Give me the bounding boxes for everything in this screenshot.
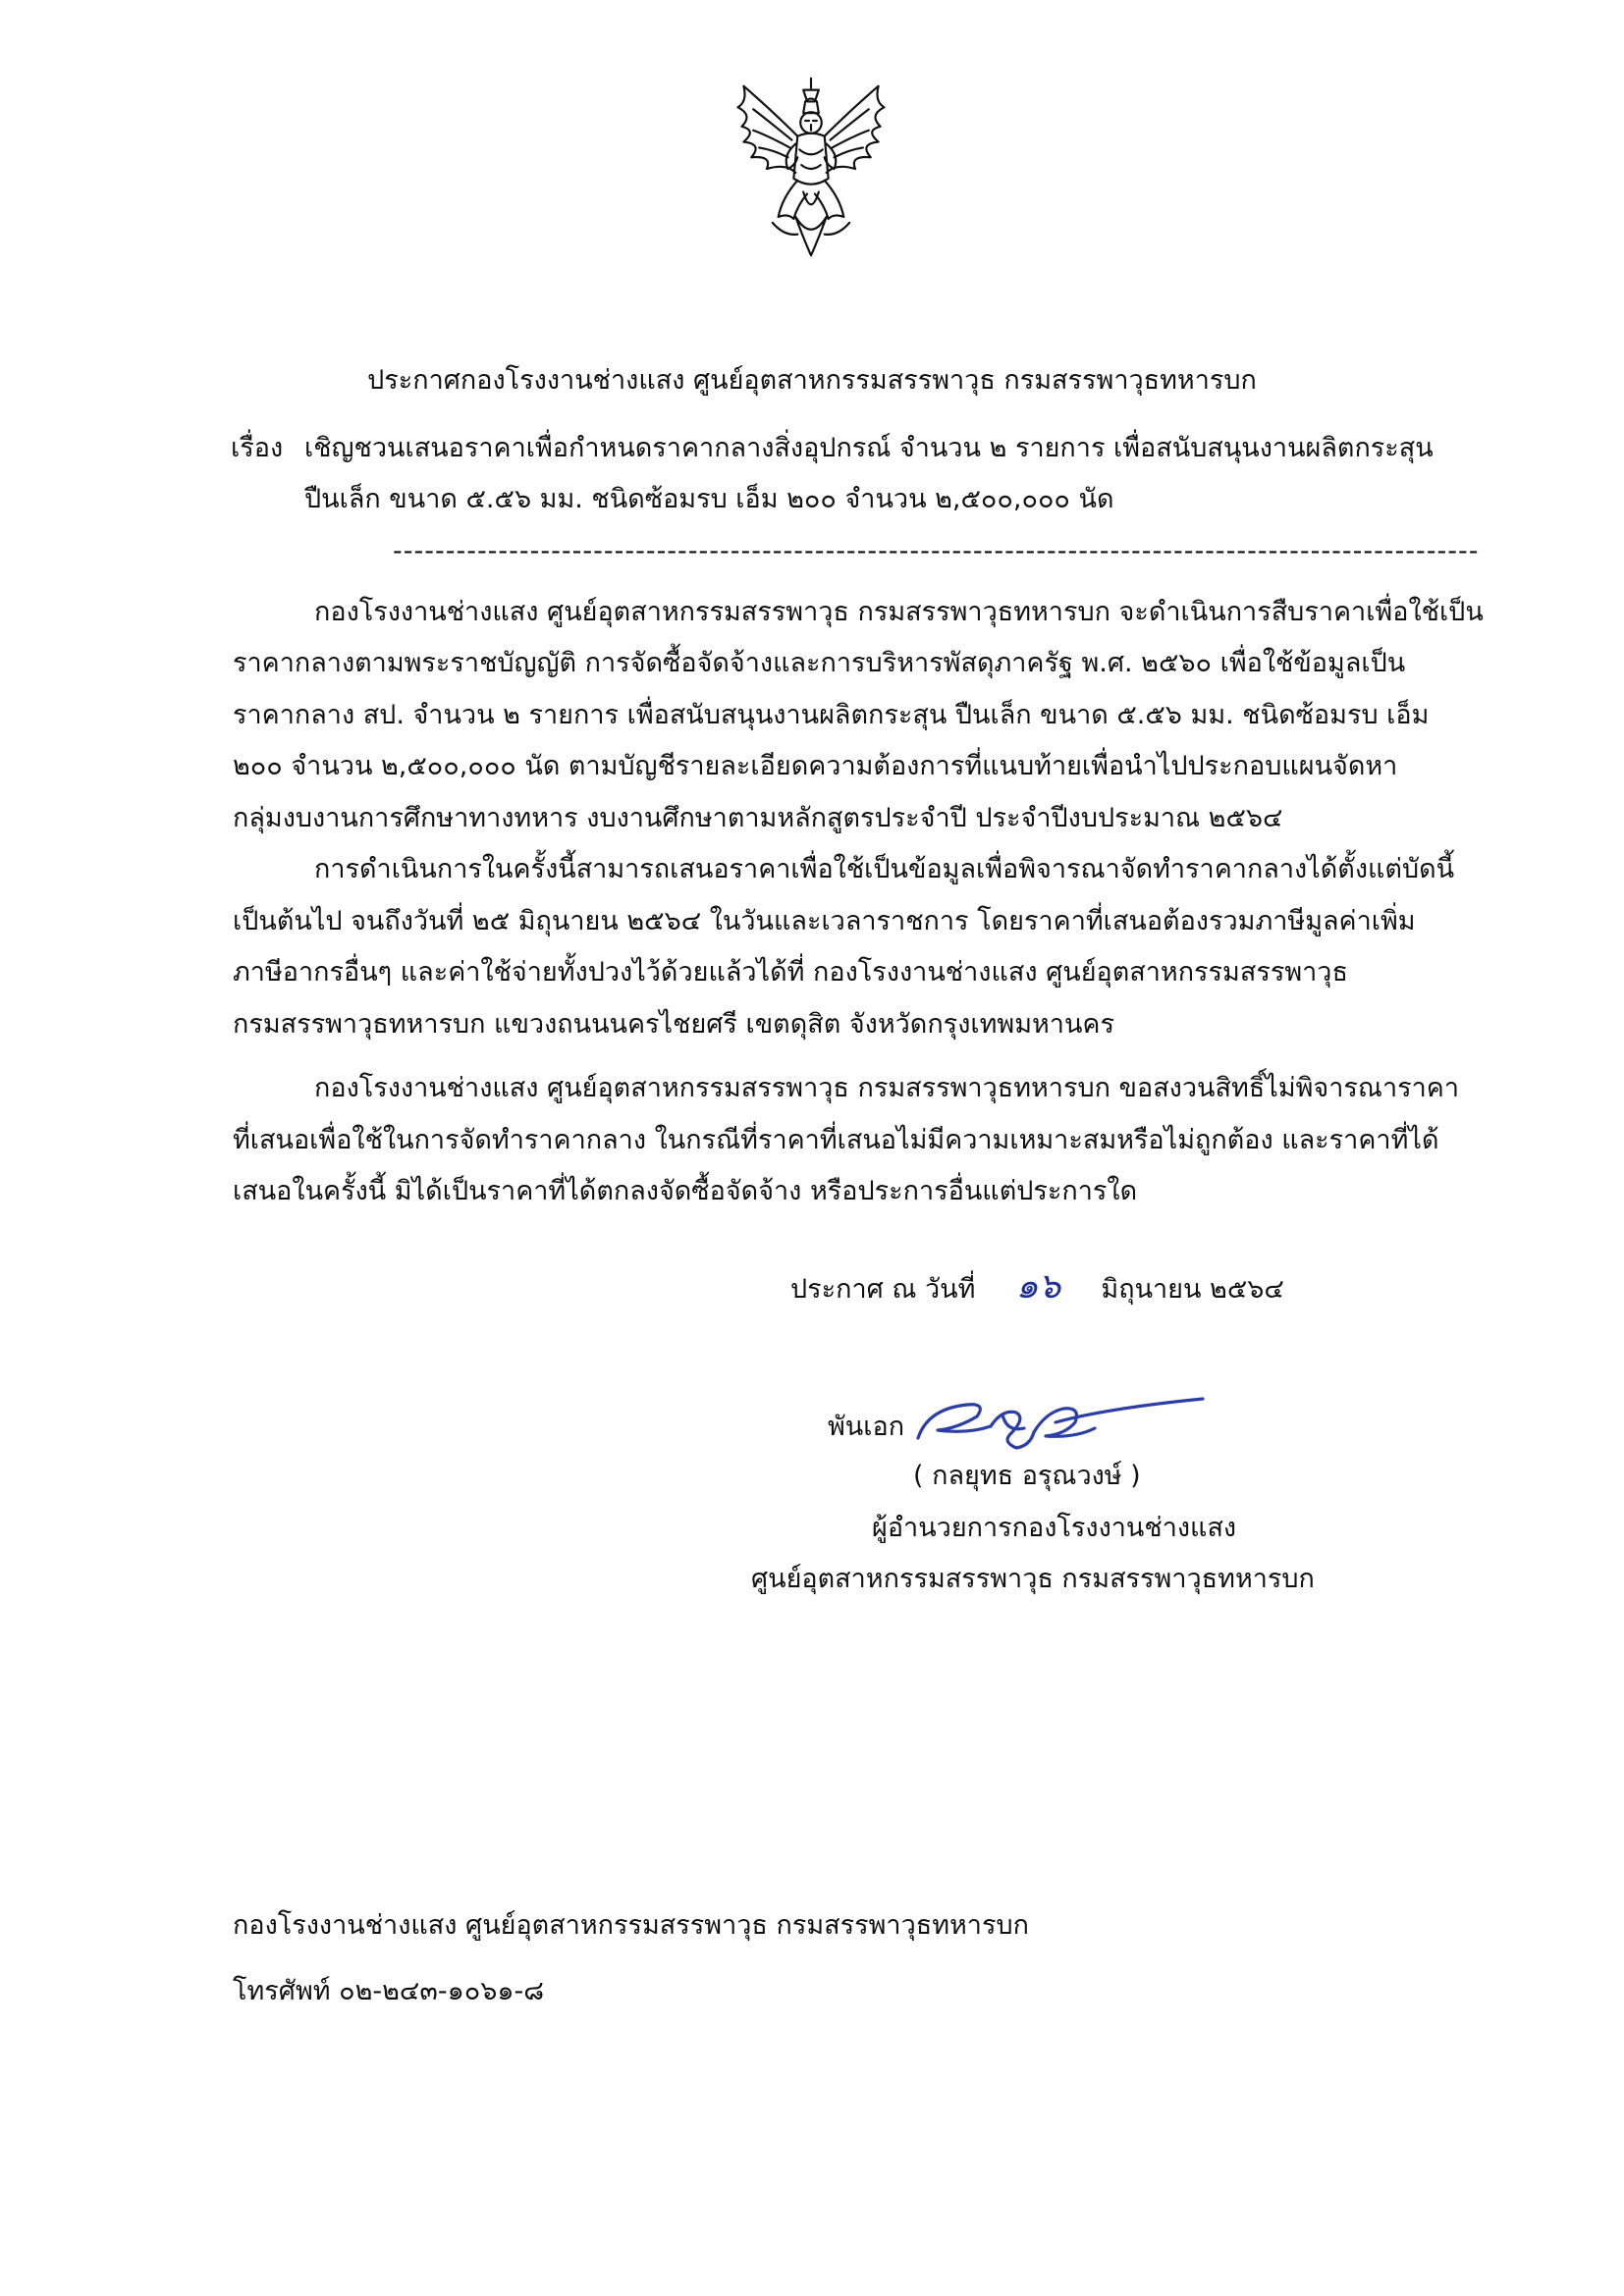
subject-line-1: เชิญชวนเสนอราคาเพื่อกำหนดราคากลางสิ่งอุปกรณ์ จำนวน ๒ รายการ เพื่อสนับสนุนงานผลิตกระสุน: [304, 433, 1434, 463]
footer-organization: กองโรงงานช่างแสง ศูนย์อุตสาหกรรมสรรพาวุธ กรมสรรพาวุธทหารบก: [233, 1910, 1029, 1941]
para2-line-1: การดำเนินการในครั้งนี้สามารถเสนอราคาเพื่อใช้เป็นข้อมูลเพื่อพิจารณาจัดทำราคากลางได้ตั้งแต่บัดนี้: [314, 854, 1455, 884]
para3-line-3: เสนอในครั้งนี้ มิได้เป็นราคาที่ได้ตกลงจัดซื้อจัดจ้าง หรือประการอื่นแต่ประการใด: [233, 1176, 1138, 1206]
para2-line-2: เป็นต้นไป จนถึงวันที่ ๒๕ มิถุนายน ๒๕๖๔ ในวันและเวลาราชการ โดยราคาที่เสนอต้องรวมภาษีมูลค่าเพิ่ม: [233, 906, 1416, 936]
para3-line-1: กองโรงงานช่างแสง ศูนย์อุตสาหกรรมสรรพาวุธ กรมสรรพาวุธทหารบก ขอสงวนสิทธิ์ไม่พิจารณาราคา: [314, 1073, 1459, 1103]
announcement-title: ประกาศกองโรงงานช่างแสง ศูนย์อุตสาหกรรมสรรพาวุธ กรมสรรพาวุธทหารบก: [367, 365, 1257, 396]
para2-line-4: กรมสรรพาวุธทหารบก แขวงถนนนครไชยศรี เขตดุสิต จังหวัดกรุงเทพมหานคร: [233, 1009, 1114, 1040]
announcement-date: [790, 1266, 1284, 1307]
footer-phone: โทรศัพท์ ๐๒-๒๔๓-๑๐๖๑-๘: [233, 1976, 545, 2006]
date-label: ประกาศ ณ วันที่: [790, 1274, 976, 1305]
signer-title: ผู้อำนวยการกองโรงงานช่างแสง: [872, 1513, 1237, 1543]
subject-line-2: ปืนเล็ก ขนาด ๕.๕๖ มม. ชนิดซ้อมรบ เอ็ม ๒๐๐ จำนวน ๒,๕๐๐,๐๐๐ นัด: [304, 484, 1114, 514]
signer-name: ( กลยุทธ อรุณวงษ์ ): [913, 1461, 1141, 1491]
para1-line-3: ราคากลาง สป. จำนวน ๒ รายการ เพื่อสนับสนุนงานผลิตกระสุน ปืนเล็ก ขนาด ๕.๕๖ มม. ชนิดซ้อมรบ เอ็ม: [233, 700, 1430, 730]
date-month-year: มิถุนายน ๒๕๖๔: [1101, 1274, 1284, 1305]
signer-organization: ศูนย์อุตสาหกรรมสรรพาวุธ กรมสรรพาวุธทหารบก: [751, 1564, 1315, 1594]
para2-line-3: ภาษีอากรอื่นๆ และค่าใช้จ่ายทั้งปวงไว้ด้วยแล้วได้ที่ กองโรงงานช่างแสง ศูนย์อุตสาหกรรมสรรพาวุธ: [233, 957, 1348, 988]
para1-line-4: ๒๐๐ จำนวน ๒,๕๐๐,๐๐๐ นัด ตามบัญชีรายละเอียดความต้องการที่แนบท้ายเพื่อนำไปประกอบแผนจัดหา: [233, 751, 1398, 781]
garuda-emblem-icon: [715, 71, 907, 267]
para1-line-2: ราคากลางตามพระราชบัญญัติ การจัดซื้อจัดจ้างและการบริหารพัสดุภาครัฐ พ.ศ. ๒๕๖๐ เพื่อใช้ข้อมูลเป็น: [233, 648, 1406, 678]
signer-rank: พันเอก: [828, 1412, 905, 1442]
subject-label: เรื่อง: [231, 433, 284, 463]
para1-line-1: กองโรงงานช่างแสง ศูนย์อุตสาหกรรมสรรพาวุธ กรมสรรพาวุธทหารบก จะดำเนินการสืบราคาเพื่อใช้เป็น: [314, 597, 1484, 627]
para3-line-2: ที่เสนอเพื่อใช้ในการจัดทำราคากลาง ในกรณีที่ราคาที่เสนอไม่มีความเหมาะสมหรือไม่ถูกต้อง และราคาที่ได้: [233, 1125, 1439, 1155]
para1-line-5: กลุ่มงบงานการศึกษาทางทหาร งบงานศึกษาตามหลักสูตรประจำปี ประจำปีงบประมาณ ๒๕๖๔: [233, 803, 1283, 833]
date-day-handwritten: ๑๖: [1015, 1266, 1061, 1307]
header-divider: -------------------------------------------------------------------------------------------------------: [393, 536, 1480, 566]
